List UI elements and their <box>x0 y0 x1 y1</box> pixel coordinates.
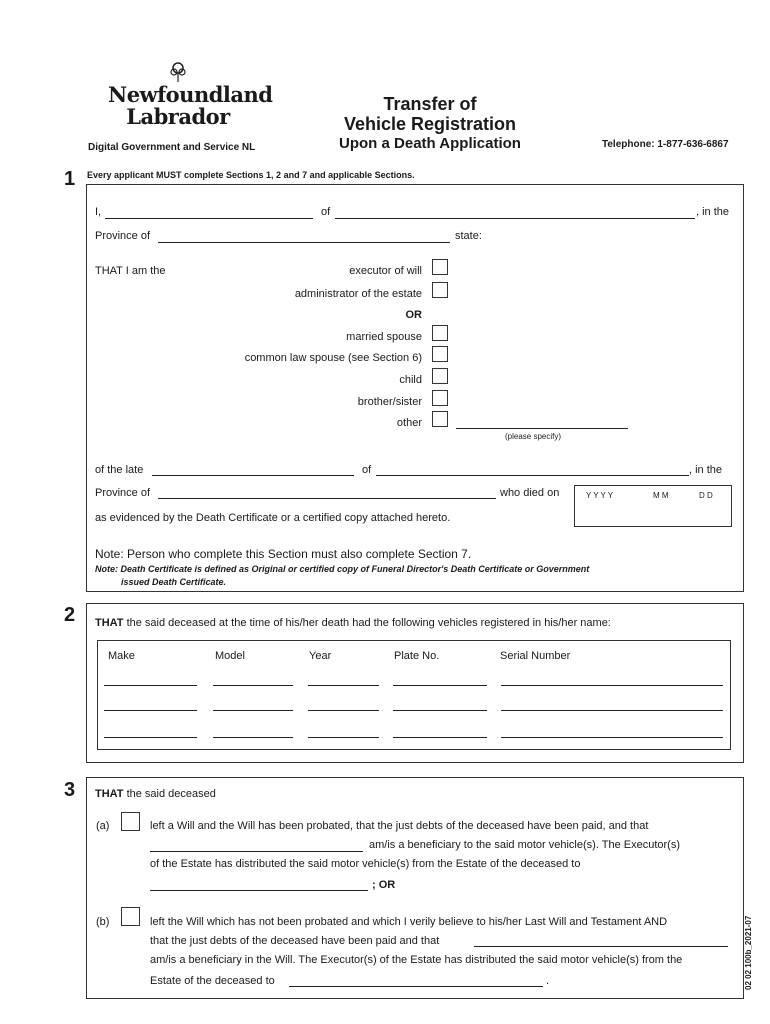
child-checkbox[interactable] <box>432 368 448 384</box>
col-make: Make <box>108 650 135 662</box>
province-logo <box>108 60 273 129</box>
row1-make[interactable] <box>104 685 197 686</box>
section1-instruction: Every applicant MUST complete Sections 1, 2 and 7 and applicable Sections. <box>87 170 415 180</box>
option-b-line2: that the just debts of the deceased have been paid and that <box>150 935 440 947</box>
date-year-hint: Y Y Y Y <box>586 491 614 500</box>
married-spouse-label: married spouse <box>346 331 422 343</box>
option-b-label: (b) <box>96 916 110 928</box>
option-a-label: (a) <box>96 820 110 832</box>
i-label: I, <box>95 206 102 218</box>
death-date-field[interactable] <box>574 485 732 527</box>
section3-that: THAT <box>95 788 124 800</box>
option-a-recipient-field[interactable] <box>150 890 368 891</box>
state-label: state: <box>455 230 482 242</box>
pitcher-plant-icon <box>166 60 190 84</box>
note-section7: Note: Person who complete this Section must also complete Section 7. <box>95 547 472 561</box>
common-law-checkbox[interactable] <box>432 346 448 362</box>
section3-text: the said deceased <box>123 788 216 800</box>
married-spouse-checkbox[interactable] <box>432 325 448 341</box>
section1-box <box>86 184 744 592</box>
section2-text: the said deceased at the time of his/her death had the following vehicles registered in his/her name: <box>123 617 611 629</box>
in-the-label-2: , in the <box>689 464 723 476</box>
title-line2: Vehicle Registration <box>343 114 517 134</box>
other-specify-field[interactable] <box>456 428 628 429</box>
option-a-beneficiary-field[interactable] <box>150 851 363 852</box>
of-the-late-label: of the late <box>95 464 144 476</box>
row1-year[interactable] <box>308 685 379 686</box>
section1-number: 1 <box>64 168 76 190</box>
row3-make[interactable] <box>104 737 197 738</box>
logo-text-line1: Newfoundland <box>108 82 273 107</box>
administrator-label: administrator of the estate <box>294 288 422 300</box>
row2-serial[interactable] <box>501 710 723 711</box>
option-a-line2: am/is a beneficiary to the said motor vehicle(s). The Executor(s) <box>369 839 680 851</box>
row2-make[interactable] <box>104 710 197 711</box>
section3-number: 3 <box>64 779 76 801</box>
option-b-checkbox[interactable] <box>121 907 140 926</box>
row2-year[interactable] <box>308 710 379 711</box>
option-a-line3: of the Estate has distributed the said motor vehicle(s) from the Estate of the deceased to <box>150 858 581 870</box>
sibling-checkbox[interactable] <box>432 390 448 406</box>
who-died-on-label: who died on <box>500 487 560 499</box>
deceased-address-field[interactable] <box>376 475 689 476</box>
note-death-certificate-1: Note: Death Certificate is defined as Original or certified copy of Funeral Director's Death Certificate or Government <box>95 564 590 574</box>
province-label: Province of <box>95 230 151 242</box>
form-title <box>310 94 550 154</box>
that-i-am-label: THAT I am the <box>95 265 166 277</box>
option-b-line3: am/is a beneficiary in the Will. The Executor(s) of the Estate has distributed the said motor vehicle(s) from the <box>150 954 683 966</box>
section2-that: THAT <box>95 617 124 629</box>
date-day-hint: D D <box>699 491 713 500</box>
row1-model[interactable] <box>213 685 293 686</box>
option-a-or: ; OR <box>372 879 396 891</box>
department-name: Digital Government and Service NL <box>88 142 256 153</box>
col-model: Model <box>215 650 245 662</box>
row2-plate[interactable] <box>393 710 487 711</box>
row3-model[interactable] <box>213 737 293 738</box>
row3-plate[interactable] <box>393 737 487 738</box>
deceased-province-field[interactable] <box>158 498 496 499</box>
deceased-name-field[interactable] <box>152 475 354 476</box>
of-label: of <box>321 206 331 218</box>
option-b-line1: left the Will which has not been probated and which I verily believe to his/her Last Will and Testament AND <box>150 916 668 928</box>
province-field[interactable] <box>158 242 450 243</box>
province-label-2: Province of <box>95 487 151 499</box>
title-line1: Transfer of <box>383 94 477 114</box>
option-b-beneficiary-field[interactable] <box>474 946 728 947</box>
option-b-recipient-field[interactable] <box>289 986 543 987</box>
form-code: 02 02 100b_2021-07 <box>744 915 753 990</box>
col-year: Year <box>309 650 332 662</box>
child-label: child <box>399 374 422 386</box>
executor-label: executor of will <box>349 265 422 277</box>
in-the-label: , in the <box>696 206 730 218</box>
col-serial: Serial Number <box>500 650 571 662</box>
section3-statement <box>95 788 216 800</box>
other-checkbox[interactable] <box>432 411 448 427</box>
logo-text-line2: Labrador <box>126 104 230 129</box>
col-plate: Plate No. <box>394 650 440 662</box>
please-specify-hint: (please specify) <box>505 432 562 441</box>
other-label: other <box>396 417 422 429</box>
applicant-name-field[interactable] <box>105 218 313 219</box>
title-line3: Upon a Death Application <box>339 135 521 152</box>
row2-model[interactable] <box>213 710 293 711</box>
option-b-line4: Estate of the deceased to <box>150 975 275 987</box>
option-a-checkbox[interactable] <box>121 812 140 831</box>
option-b-end: . <box>546 975 550 987</box>
sibling-label: brother/sister <box>357 396 422 408</box>
note-death-certificate-2: issued Death Certificate. <box>121 577 227 587</box>
row3-year[interactable] <box>308 737 379 738</box>
section2-statement <box>95 617 611 629</box>
or-label: OR <box>405 309 422 321</box>
common-law-label: common law spouse (see Section 6) <box>244 352 422 364</box>
of-label-2: of <box>362 464 372 476</box>
executor-checkbox[interactable] <box>432 259 448 275</box>
applicant-address-field[interactable] <box>335 218 695 219</box>
telephone: Telephone: 1-877-636-6867 <box>602 139 729 150</box>
row1-serial[interactable] <box>501 685 723 686</box>
option-a-line1: left a Will and the Will has been probated, that the just debts of the deceased have been paid, and that <box>150 820 649 832</box>
section2-number: 2 <box>64 604 76 626</box>
evidenced-text: as evidenced by the Death Certificate or a certified copy attached hereto. <box>95 512 451 524</box>
row3-serial[interactable] <box>501 737 723 738</box>
row1-plate[interactable] <box>393 685 487 686</box>
administrator-checkbox[interactable] <box>432 282 448 298</box>
date-month-hint: M M <box>653 491 669 500</box>
